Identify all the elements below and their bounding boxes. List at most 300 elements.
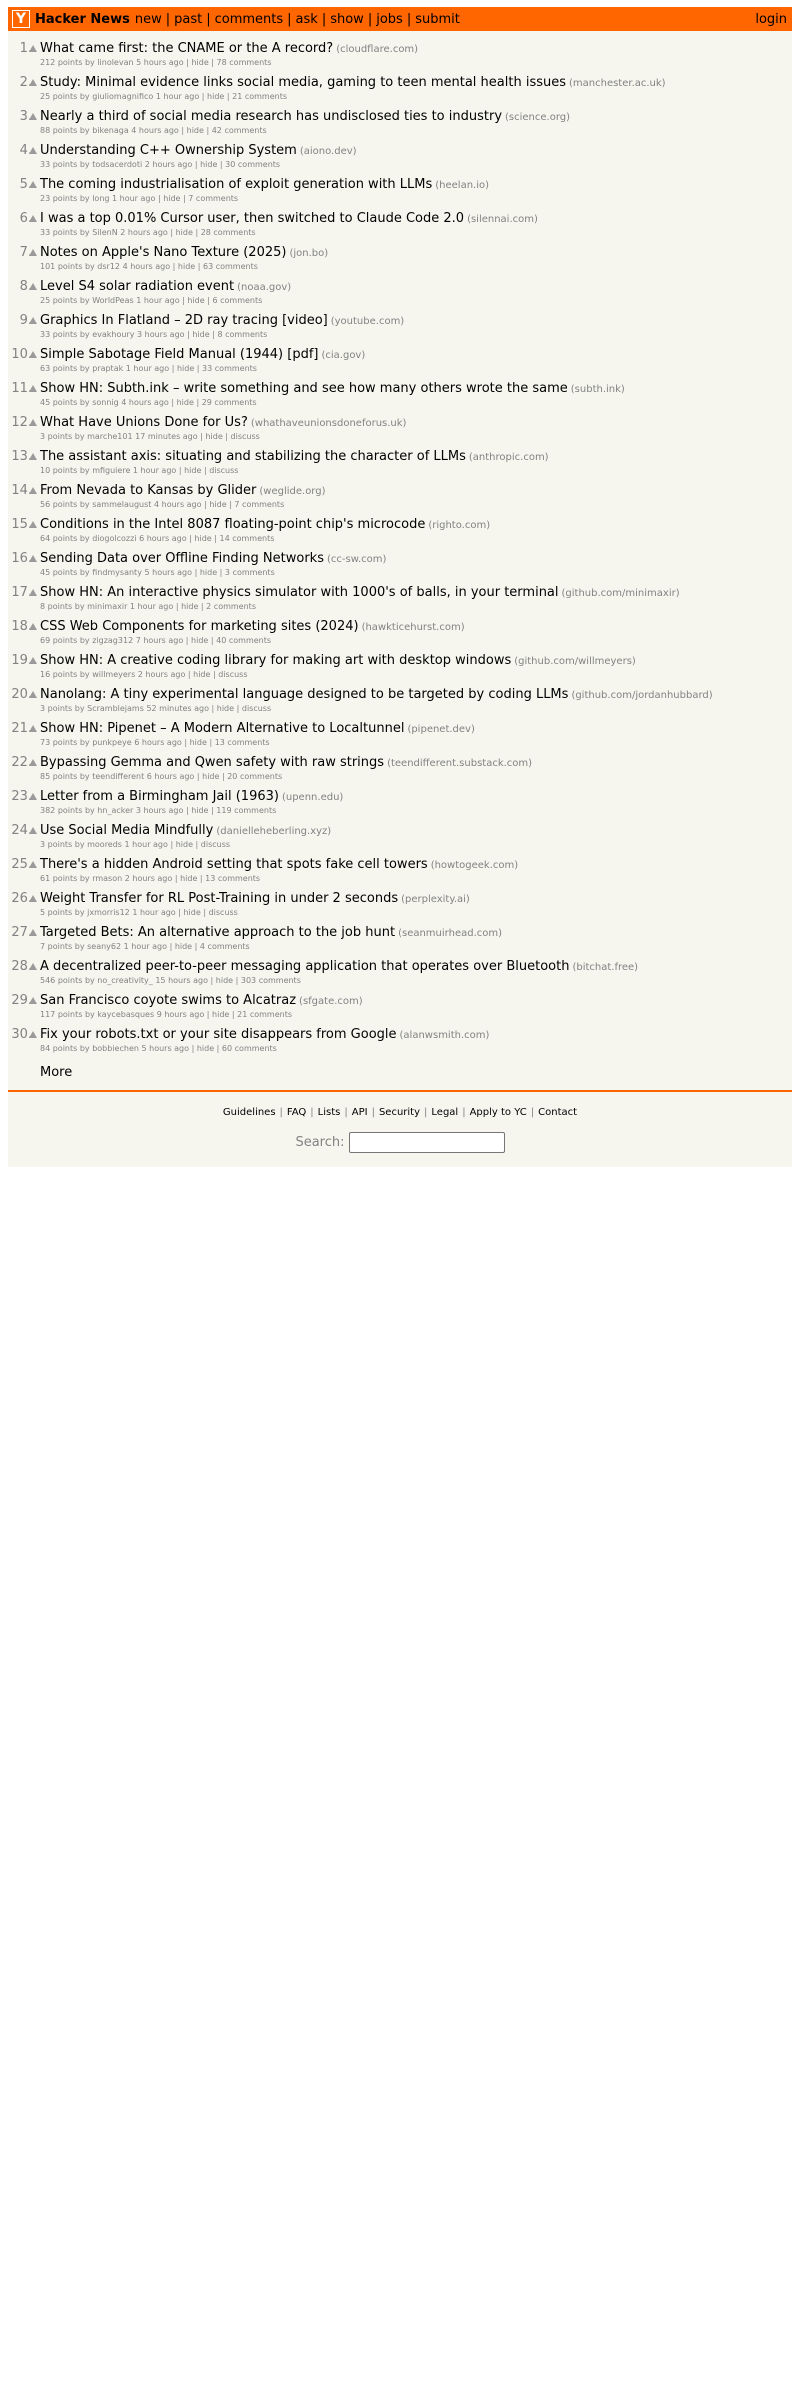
subtext-separator: | [201,92,205,101]
story-title-link[interactable]: Conditions in the Intel 8087 floating-point chip's microcode [40,517,426,532]
story-row [8,585,792,619]
nav-new[interactable]: new [134,11,162,27]
subtext-separator: | [211,806,214,815]
story-site-link[interactable]: (howtogeek.com) [430,860,519,871]
story-title-link[interactable]: Study: Minimal evidence links social media, gaming to teen mental health issues [40,75,566,90]
story-hide-link[interactable]: hide [183,908,201,917]
story-hide-link[interactable]: hide [199,568,218,577]
story-comments-link[interactable]: 4 comments [199,942,250,951]
story-age-link[interactable]: 1 hour ago [112,194,156,203]
story-hide-link[interactable]: hide [200,160,218,169]
story-site-link[interactable]: (github.com/jordanhubbard) [571,690,713,701]
story-row [8,755,792,789]
story-hide-link[interactable]: hide [205,432,223,441]
story-user-link[interactable]: todsacerdoti [92,160,143,169]
story-points: 69 points [40,636,78,645]
nav-submit[interactable]: submit [415,11,460,27]
story-age-link[interactable]: 4 hours ago [153,500,202,509]
footer-link-api[interactable]: API [351,1107,368,1118]
story-comments-link[interactable]: discuss [208,908,238,917]
story-title-link[interactable]: Level S4 solar radiation event [40,279,235,294]
story-age-link[interactable]: 6 hours ago [146,772,195,781]
story-points: 33 points [40,160,78,169]
story-user-link[interactable]: linolevan [97,58,134,67]
story-user-link[interactable]: rmason [92,874,123,883]
y-logo-icon[interactable]: Y [12,10,30,28]
story-user-link[interactable]: mfiguiere [92,466,131,475]
subtext-separator: | [206,126,210,135]
story-title-link[interactable]: From Nevada to Kansas by Glider [40,483,257,498]
subtext-separator: | [199,874,203,883]
story-site-link[interactable]: (pipenet.dev) [407,724,475,735]
story-comments-link[interactable]: 63 comments [203,262,258,271]
story-age-link[interactable]: 5 hours ago [144,568,193,577]
story-rank: 1. [19,41,32,56]
story-site-link[interactable]: (manchester.ac.uk) [569,78,666,89]
story-hide-link[interactable]: hide [176,398,194,407]
story-title-link[interactable]: Nearly a third of social media research has undisclosed ties to industry [40,109,503,124]
story-hide-link[interactable]: hide [181,602,199,611]
story-site-link[interactable]: (bitchat.free) [572,962,639,973]
story-age-link[interactable]: 4 hours ago [121,398,169,407]
upvote-arrow-icon[interactable] [29,351,37,358]
upvote-arrow-icon[interactable] [29,419,37,426]
upvote-arrow-icon[interactable] [29,929,37,936]
footer-link-apply-yc[interactable]: Apply to YC [469,1107,527,1118]
story-user-link[interactable]: long [92,194,110,203]
story-age-link[interactable]: 1 hour ago [124,840,168,849]
footer-link-faq[interactable]: FAQ [286,1107,307,1118]
story-user-link[interactable]: jxmorris12 [87,908,130,917]
story-hide-link[interactable]: hide [180,874,198,883]
story-age-link[interactable]: 1 hour ago [129,602,174,611]
story-title-link[interactable]: Show HN: A creative coding library for making art with desktop windows [40,653,512,668]
story-hide-link[interactable]: hide [209,500,227,509]
story-title-link[interactable]: Weight Transfer for RL Post-Training in under 2 seconds [40,891,399,906]
upvote-arrow-icon[interactable] [29,759,37,766]
story-by-label: by [84,1010,95,1019]
story-user-link[interactable]: kaycebasques [97,1010,155,1019]
story-age-link[interactable]: 3 hours ago [137,330,185,339]
story-user-link[interactable]: willmeyers [92,670,136,679]
story-titleline [40,449,549,464]
story-points: 56 points [40,500,78,509]
story-comments-link[interactable]: discuss [241,704,272,713]
more-link[interactable]: More [40,1065,73,1080]
story-hide-link[interactable]: hide [175,840,193,849]
story-hide-link[interactable]: hide [175,228,193,237]
footer-link-contact[interactable]: Contact [538,1107,578,1118]
story-rank: 16. [11,551,32,566]
story-comments-link[interactable]: discuss [230,432,260,441]
story-titleline [40,313,404,328]
story-site-link[interactable]: (github.com/willmeyers) [514,656,636,667]
story-comments-link[interactable]: discuss [200,840,231,849]
story-age-link[interactable]: 1 hour ago [132,908,176,917]
story-title-link[interactable]: What Have Unions Done for Us? [40,415,248,430]
story-comments-link[interactable]: 42 comments [211,126,267,135]
story-comments-link[interactable]: 2 comments [206,602,256,611]
story-comments-link[interactable]: 119 comments [216,806,277,815]
story-age-link[interactable]: 1 hour ago [136,296,180,305]
story-title-link[interactable]: Targeted Bets: An alternative approach to the job hunt [40,925,396,940]
story-user-link[interactable]: marche101 [87,432,133,441]
story-title-link[interactable]: Graphics In Flatland – 2D ray tracing [video] [40,313,328,328]
story-user-link[interactable]: sonnig [92,398,119,407]
story-user-link[interactable]: minimaxir [87,602,128,611]
story-site-link[interactable]: (cloudflare.com) [336,44,419,55]
story-user-link[interactable]: teendifferent [92,772,145,781]
upvote-arrow-icon[interactable] [29,181,37,188]
story-age-link[interactable]: 4 hours ago [122,262,171,271]
story-row [8,687,792,721]
upvote-arrow-icon[interactable] [29,147,37,154]
story-hide-link[interactable]: hide [196,1044,215,1053]
story-hide-link[interactable]: hide [177,262,196,271]
story-site-link[interactable]: (github.com/minimaxir) [561,588,680,599]
story-comments-link[interactable]: 78 comments [216,58,272,67]
story-hide-link[interactable]: hide [216,704,235,713]
story-title-link[interactable]: Nanolang: A tiny experimental language designed to be targeted by coding LLMs [40,687,569,702]
story-age-link[interactable]: 2 hours ago [144,160,193,169]
story-row [8,823,792,857]
search-input[interactable] [349,1132,505,1153]
story-site-link[interactable]: (subth.ink) [570,384,625,395]
upvote-arrow-icon[interactable] [29,215,37,222]
story-subtext [40,432,260,441]
story-site-link[interactable]: (whathaveunionsdoneforus.uk) [250,418,407,429]
story-age-link[interactable]: 5 hours ago [136,58,184,67]
upvote-arrow-icon[interactable] [29,385,37,392]
story-title-link[interactable]: Understanding C++ Ownership System [40,143,297,158]
story-comments-link[interactable]: 13 comments [205,874,261,883]
story-rank: 4. [19,143,32,158]
story-hide-link[interactable]: hide [193,670,211,679]
story-title-link[interactable]: Fix your robots.txt or your site disappears from Google [40,1027,397,1042]
story-site-link[interactable]: (hawkticehurst.com) [361,622,465,633]
story-by-label: by [74,432,85,441]
subtext-separator: | [191,1044,195,1053]
story-hide-link[interactable]: hide [176,364,195,373]
story-comments-link[interactable]: 29 comments [201,398,257,407]
story-by-label: by [84,262,95,271]
subtext-separator: | [203,466,207,475]
upvote-arrow-icon[interactable] [29,997,37,1004]
story-hide-link[interactable]: hide [191,58,209,67]
story-site-link[interactable]: (youtube.com) [330,316,405,327]
story-row [8,75,792,109]
story-by-label: by [79,1044,90,1053]
story-site-link[interactable]: (weglide.org) [259,486,326,497]
story-title-link[interactable]: A decentralized peer-to-peer messaging application that operates over Bluetooth [40,959,570,974]
story-subtext [40,976,301,985]
story-row [8,619,792,653]
upvote-arrow-icon[interactable] [29,45,37,52]
footer-link-lists[interactable]: Lists [317,1107,341,1118]
story-site-link[interactable]: (heelan.io) [435,180,490,191]
site-name-link[interactable]: Hacker News [35,11,130,27]
nav-jobs[interactable]: jobs [376,11,403,27]
story-user-link[interactable]: WorldPeas [92,296,134,305]
story-subtext [40,296,262,305]
story-comments-link[interactable]: 40 comments [216,636,272,645]
story-user-link[interactable]: punkpeye [92,738,132,747]
story-title-link[interactable]: San Francisco coyote swims to Alcatraz [40,993,297,1008]
story-row [8,177,792,211]
story-rank: 2. [19,75,32,90]
upvote-arrow-icon[interactable] [29,589,37,596]
story-age-link[interactable]: 4 hours ago [131,126,179,135]
story-comments-link[interactable]: 6 comments [212,296,263,305]
story-comments-link[interactable]: 33 comments [202,364,257,373]
story-title-link[interactable]: Use Social Media Mindfully [40,823,214,838]
story-site-link[interactable]: (alanwsmith.com) [399,1030,490,1041]
story-rank: 24. [11,823,32,838]
story-titleline [40,653,636,668]
story-age-link[interactable]: 2 hours ago [124,874,173,883]
story-comments-link[interactable]: 20 comments [227,772,283,781]
story-site-link[interactable]: (anthropic.com) [468,452,549,463]
subtext-separator: | [170,840,174,849]
story-titleline [40,245,328,260]
upvote-arrow-icon[interactable] [29,487,37,494]
story-title-link[interactable]: The assistant axis: situating and stabilizing the character of LLMs [40,449,466,464]
story-by-label: by [79,364,90,373]
story-age-link[interactable]: 1 hour ago [123,942,168,951]
story-age-link[interactable]: 6 hours ago [134,738,182,747]
story-points: 73 points [40,738,78,747]
upvote-arrow-icon[interactable] [29,283,37,290]
story-age-link[interactable]: 6 hours ago [139,534,187,543]
story-comments-link[interactable]: 30 comments [225,160,281,169]
upvote-arrow-icon[interactable] [29,827,37,834]
story-comments-link[interactable]: 28 comments [200,228,256,237]
story-title-link[interactable]: CSS Web Components for marketing sites (2024) [40,619,359,634]
story-site-link[interactable]: (silennai.com) [467,214,538,225]
nav-comments[interactable]: comments [214,11,284,27]
story-user-link[interactable]: SilenN [92,228,118,237]
story-hide-link[interactable]: hide [202,772,220,781]
login-link[interactable]: login [755,11,787,27]
story-points: 101 points [40,262,83,271]
story-title-link[interactable]: Show HN: Subth.ink – write something and see how many others wrote the same [40,381,568,396]
story-user-link[interactable]: bobbiechen [92,1044,139,1053]
story-comments-link[interactable]: 21 comments [232,92,288,101]
story-title-link[interactable]: The coming industrialisation of exploit generation with LLMs [40,177,433,192]
story-hide-link[interactable]: hide [187,296,205,305]
story-age-link[interactable]: 52 minutes ago [146,704,209,713]
upvote-arrow-icon[interactable] [29,861,37,868]
story-rank: 12. [11,415,32,430]
subtext-separator: | [226,92,230,101]
upvote-arrow-icon[interactable] [29,793,37,800]
story-user-link[interactable]: zigzag312 [92,636,134,645]
story-row [8,347,792,381]
story-hide-link[interactable]: hide [184,466,202,475]
story-comments-link[interactable]: 8 comments [217,330,268,339]
story-by-label: by [74,704,85,713]
subtext-separator: | [169,942,173,951]
story-title-link[interactable]: Simple Sabotage Field Manual (1944) [pdf] [40,347,319,362]
subtext-separator: | [182,296,185,305]
story-comments-link[interactable]: discuss [209,466,239,475]
upvote-arrow-icon[interactable] [29,657,37,664]
story-subtext [40,704,271,713]
story-points: 3 points [40,840,73,849]
story-title-link[interactable]: Notes on Apple's Nano Texture (2025) [40,245,287,260]
story-comments-link[interactable]: 7 comments [188,194,239,203]
story-by-label: by [74,908,85,917]
upvote-arrow-icon[interactable] [29,1031,37,1038]
subtext-separator: | [206,1010,210,1019]
story-hide-link[interactable]: hide [194,534,212,543]
story-age-link[interactable]: 2 hours ago [137,670,186,679]
story-titleline [40,959,638,974]
footer-link-guidelines[interactable]: Guidelines [222,1107,276,1118]
story-user-link[interactable]: praptak [92,364,124,373]
story-comments-link[interactable]: 7 comments [234,500,285,509]
story-site-link[interactable]: (teendifferent.substack.com) [387,758,533,769]
story-comments-link[interactable]: 13 comments [214,738,270,747]
story-site-link[interactable]: (cc-sw.com) [326,554,387,565]
footer-link-security[interactable]: Security [378,1107,421,1118]
story-hide-link[interactable]: hide [174,942,193,951]
story-row [8,109,792,143]
story-user-link[interactable]: findmysanty [92,568,142,577]
subtext-separator: | [209,738,213,747]
story-title-link[interactable]: Bypassing Gemma and Qwen safety with raw strings [40,755,385,770]
upvote-arrow-icon[interactable] [29,79,37,86]
story-site-link[interactable]: (cia.gov) [321,350,366,361]
story-titleline [40,823,331,838]
story-hide-link[interactable]: hide [191,636,209,645]
story-user-link[interactable]: evakhoury [92,330,135,339]
story-age-link[interactable]: 1 hour ago [132,466,177,475]
story-age-link[interactable]: 9 hours ago [156,1010,205,1019]
subtext-separator: | [203,908,207,917]
story-subtext [40,160,280,169]
story-site-link[interactable]: (noaa.gov) [237,282,292,293]
story-comments-link[interactable]: 3 comments [224,568,275,577]
story-user-link[interactable]: bikenaga [92,126,129,135]
upvote-arrow-icon[interactable] [29,725,37,732]
story-site-link[interactable]: (upenn.edu) [281,792,344,803]
story-hide-link[interactable]: hide [207,92,225,101]
story-site-link[interactable]: (righto.com) [428,520,491,531]
story-points: 84 points [40,1044,78,1053]
story-by-label: by [84,806,95,815]
story-user-link[interactable]: no_creativity_ [97,976,153,985]
story-row [8,517,792,551]
story-site-link[interactable]: (perplexity.ai) [401,894,470,905]
upvote-arrow-icon[interactable] [29,113,37,120]
story-hide-link[interactable]: hide [215,976,234,985]
story-site-link[interactable]: (aiono.dev) [299,146,357,157]
upvote-arrow-icon[interactable] [29,963,37,970]
story-row [8,993,792,1027]
story-row [8,721,792,755]
story-comments-link[interactable]: 14 comments [219,534,275,543]
story-rank: 6. [19,211,32,226]
story-rank: 7. [19,245,32,260]
footer-link-legal[interactable]: Legal [431,1107,459,1118]
story-title-link[interactable]: Letter from a Birmingham Jail (1963) [40,789,279,804]
subtext-separator: | [212,330,215,339]
story-user-link[interactable]: sammelaugust [92,500,152,509]
upvote-arrow-icon[interactable] [29,623,37,630]
upvote-arrow-icon[interactable] [29,521,37,528]
story-rank: 13. [11,449,32,464]
story-title-link[interactable]: There's a hidden Android setting that spots fake cell towers [40,857,428,872]
story-hide-link[interactable]: hide [189,738,207,747]
story-age-link[interactable]: 3 hours ago [135,806,184,815]
story-points: 88 points [40,126,78,135]
nav-show[interactable]: show [330,11,364,27]
story-title-link[interactable]: Sending Data over Offline Finding Networks [40,551,324,566]
story-points: 64 points [40,534,78,543]
nav-separator: | [165,11,171,27]
story-user-link[interactable]: diogolcozzi [92,534,137,543]
story-hide-link[interactable]: hide [163,194,181,203]
subtext-separator: | [185,806,189,815]
story-user-link[interactable]: seany62 [87,942,122,951]
story-age-link[interactable]: 17 minutes ago [135,432,198,441]
story-user-link[interactable]: giuliomagnifico [92,92,154,101]
story-titleline [40,993,363,1008]
story-title-link[interactable]: Show HN: An interactive physics simulator with 1000's of balls, in your terminal [40,585,559,600]
story-site-link[interactable]: (danielleheberling.xyz) [216,826,332,837]
upvote-arrow-icon[interactable] [29,555,37,562]
upvote-arrow-icon[interactable] [29,691,37,698]
story-site-link[interactable]: (science.org) [505,112,571,123]
story-points: 25 points [40,296,78,305]
story-user-link[interactable]: hn_acker [97,806,134,815]
story-age-link[interactable]: 15 hours ago [155,976,208,985]
story-comments-link[interactable]: 303 comments [240,976,301,985]
story-age-link[interactable]: 5 hours ago [141,1044,190,1053]
story-user-link[interactable]: Scramblejams [87,704,144,713]
story-hide-link[interactable]: hide [186,126,204,135]
story-user-link[interactable]: dsr12 [97,262,121,271]
story-age-link[interactable]: 1 hour ago [155,92,200,101]
story-comments-link[interactable]: 60 comments [221,1044,277,1053]
story-title-link[interactable]: I was a top 0.01% Cursor user, then switched to Claude Code 2.0 [40,211,465,226]
story-title-link[interactable]: What came first: the CNAME or the A record? [40,41,334,56]
story-title-link[interactable]: Show HN: Pipenet – A Modern Alternative to Localtunnel [40,721,405,736]
upvote-arrow-icon[interactable] [29,249,37,256]
story-age-link[interactable]: 7 hours ago [135,636,184,645]
story-comments-link[interactable]: 21 comments [237,1010,293,1019]
subtext-separator: | [178,466,182,475]
nav-past[interactable]: past [174,11,203,27]
story-comments-link[interactable]: discuss [218,670,248,679]
story-hide-link[interactable]: hide [212,1010,230,1019]
nav-ask[interactable]: ask [295,11,318,27]
story-user-link[interactable]: mooreds [87,840,122,849]
upvote-arrow-icon[interactable] [29,895,37,902]
upvote-arrow-icon[interactable] [29,453,37,460]
story-site-link[interactable]: (sfgate.com) [299,996,363,1007]
story-age-link[interactable]: 1 hour ago [125,364,170,373]
story-site-link[interactable]: (jon.bo) [289,248,329,259]
nav-separator: | [406,11,412,27]
story-age-link[interactable]: 2 hours ago [120,228,168,237]
subtext-separator: | [181,126,185,135]
story-hide-link[interactable]: hide [192,330,210,339]
story-hide-link[interactable]: hide [191,806,209,815]
story-site-link[interactable]: (seanmuirhead.com) [398,928,503,939]
upvote-arrow-icon[interactable] [29,317,37,324]
